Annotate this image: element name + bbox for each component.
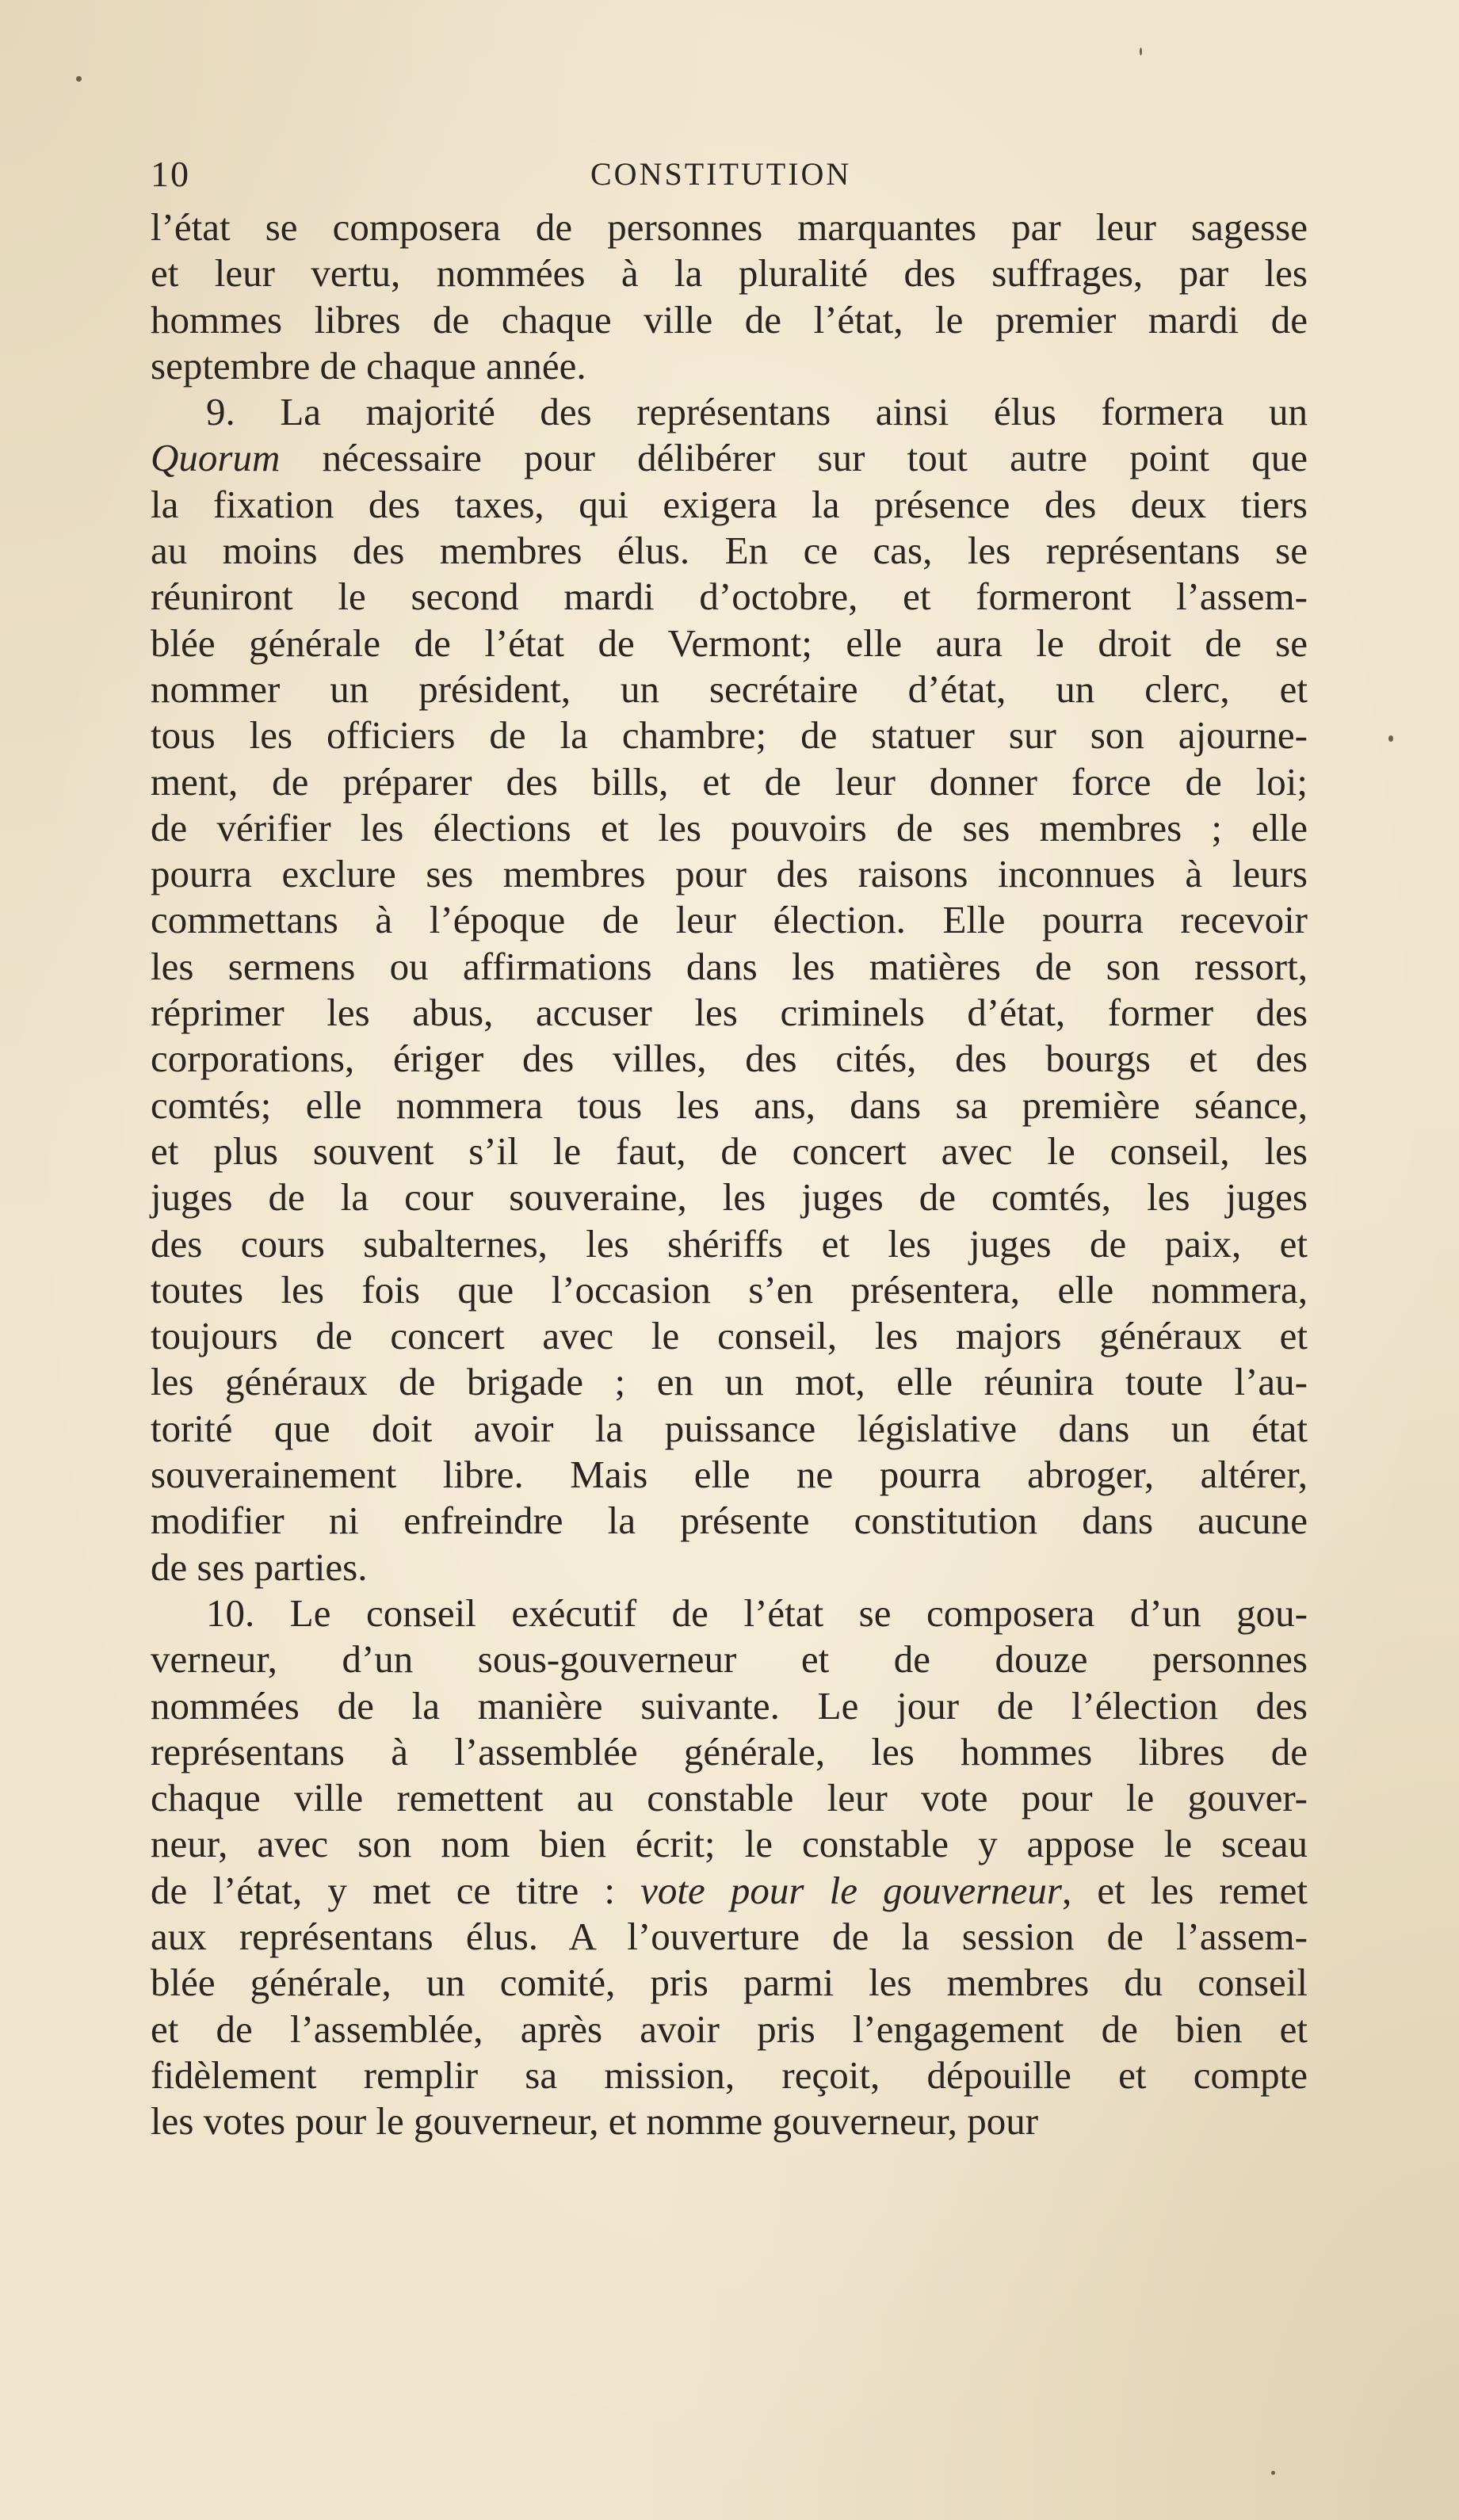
text-run: au moins des membres élus. En ce cas, les représentans se <box>151 529 1308 573</box>
text-run: les sermens ou affirmations dans les matières de son ressort, <box>151 944 1308 988</box>
text-line <box>151 204 1308 250</box>
running-head: CONSTITUTION <box>590 156 852 192</box>
text-line <box>151 1960 1308 2006</box>
text-line <box>151 1544 1308 1590</box>
text-run: et plus souvent s’il le faut, de concert avec le conseil, les <box>151 1128 1308 1173</box>
text-run: juges de la cour souveraine, les juges de comtés, les juges <box>151 1175 1308 1220</box>
text-run: 10. Le conseil exécutif de l’état se composera d’un gou- <box>206 1590 1308 1635</box>
text-run: 9. La majorité des représentans ainsi élus formera un <box>206 390 1308 434</box>
text-line <box>151 1729 1308 1775</box>
text-line <box>151 1267 1308 1313</box>
text-run: septembre de chaque année. <box>151 343 586 388</box>
text-line <box>151 759 1308 805</box>
text-line <box>151 435 1308 481</box>
text-line <box>151 1452 1308 1498</box>
text-run: modifier ni enfreindre la présente constitution dans aucune <box>151 1499 1308 1543</box>
text-run: corporations, ériger des villes, des cités, des bourgs et des <box>151 1037 1308 1081</box>
text-run: blée générale de l’état de Vermont; elle aura le droit de se <box>151 620 1308 665</box>
text-line <box>151 1313 1308 1359</box>
text-run: comtés; elle nommera tous les ans, dans sa première séance, <box>151 1082 1308 1127</box>
text-line <box>151 250 1308 296</box>
text-run: commettans à l’époque de leur élection. Elle pourra recevoir <box>151 898 1308 942</box>
text-run: l’état se composera de personnes marquantes par leur sagesse <box>151 205 1308 249</box>
text-run: réprimer les abus, accuser les criminels d’état, former des <box>151 991 1308 1035</box>
text-run: aux représentans élus. A l’ouverture de la session de l’assem- <box>151 1914 1308 1958</box>
text-line <box>151 1036 1308 1082</box>
text-run: nécessaire pour délibérer sur tout autre point que <box>280 436 1308 480</box>
text-line <box>151 389 1308 435</box>
text-run: pourra exclure ses membres pour des raisons inconnues à leurs <box>151 852 1308 896</box>
text-line <box>151 1636 1308 1682</box>
text-line <box>151 990 1308 1036</box>
text-line <box>151 666 1308 712</box>
text-line <box>151 297 1308 343</box>
text-line <box>151 343 1308 389</box>
text-run: blée générale, un comité, pris parmi les membres du conseil <box>151 1961 1308 2005</box>
page-number: 10 <box>151 154 190 194</box>
text-line <box>151 897 1308 943</box>
text-line <box>151 1128 1308 1174</box>
text-run: tous les officiers de la chambre; de statuer sur son ajourne- <box>151 713 1308 758</box>
paper-speck <box>1140 48 1142 55</box>
text-run: et de l’assemblée, après avoir pris l’engagement de bien et <box>151 2006 1308 2051</box>
text-run: torité que doit avoir la puissance législative dans un état <box>151 1406 1308 1450</box>
text-line <box>151 2052 1308 2098</box>
text-run: hommes libres de chaque ville de l’état, le premier mardi de <box>151 297 1308 342</box>
text-line <box>151 1683 1308 1729</box>
text-run: réuniront le second mardi d’octobre, et formeront l’assem- <box>151 575 1308 619</box>
text-line <box>151 2098 1308 2144</box>
text-line <box>151 1590 1308 1636</box>
paper-speck <box>1388 735 1393 742</box>
paper-speck <box>76 76 82 82</box>
page-header <box>151 151 1316 198</box>
text-run: représentans à l’assemblée générale, les hommes libres de <box>151 1729 1308 1774</box>
text-run: nommées de la manière suivante. Le jour de l’élection des <box>151 1683 1308 1728</box>
text-line <box>151 482 1308 528</box>
text-run: toujours de concert avec le conseil, les majors généraux et <box>151 1314 1308 1358</box>
text-line <box>151 1174 1308 1220</box>
text-line <box>151 2006 1308 2052</box>
text-run: verneur, d’un sous-gouverneur et de douze personnes <box>151 1637 1308 1682</box>
text-run: de ses parties. <box>151 1544 368 1589</box>
text-line <box>151 528 1308 574</box>
text-line <box>151 620 1308 666</box>
text-run: souverainement libre. Mais elle ne pourra abroger, altérer, <box>151 1453 1308 1497</box>
text-run: chaque ville remettent au constable leur vote pour le gouver- <box>151 1776 1308 1820</box>
text-run: neur, avec son nom bien écrit; le constable y appose le sceau <box>151 1822 1308 1866</box>
text-run: toutes les fois que l’occasion s’en présentera, elle nommera, <box>151 1267 1308 1312</box>
text-run: de l’état, y met ce titre : <box>151 1868 641 1912</box>
text-line <box>151 1221 1308 1267</box>
italic-text: Quorum <box>151 436 281 480</box>
text-line <box>151 1359 1308 1405</box>
text-run: la fixation des taxes, qui exigera la présence des deux tiers <box>151 482 1308 526</box>
text-line <box>151 1775 1308 1821</box>
text-line <box>151 851 1308 897</box>
text-run: les généraux de brigade ; en un mot, elle réunira toute l’au- <box>151 1360 1308 1404</box>
text-run: fidèlement remplir sa mission, reçoit, dépouille et compte <box>151 2052 1308 2097</box>
body-text <box>151 204 1308 2144</box>
text-run: les votes pour le gouverneur, et nomme gouverneur, pour <box>151 2099 1039 2144</box>
text-line <box>151 1821 1308 1867</box>
text-run: , et les remet <box>1061 1868 1308 1912</box>
text-line <box>151 712 1308 758</box>
text-line <box>151 1868 1308 1914</box>
text-run: de vérifier les élections et les pouvoirs de ses membres ; elle <box>151 805 1308 850</box>
text-line <box>151 574 1308 620</box>
text-line <box>151 1914 1308 1960</box>
text-line <box>151 1498 1308 1544</box>
text-line <box>151 1406 1308 1452</box>
italic-text: vote pour le gouverneur <box>640 1868 1062 1912</box>
paper-speck <box>1271 2471 1275 2475</box>
text-line <box>151 1082 1308 1128</box>
text-run: et leur vertu, nommées à la pluralité des suffrages, par les <box>151 251 1308 296</box>
text-run: nommer un président, un secrétaire d’état, un clerc, et <box>151 666 1308 711</box>
text-run: des cours subalternes, les shériffs et les juges de paix, et <box>151 1221 1308 1266</box>
text-line <box>151 805 1308 851</box>
text-run: ment, de préparer des bills, et de leur donner force de loi; <box>151 759 1308 804</box>
text-line <box>151 944 1308 990</box>
